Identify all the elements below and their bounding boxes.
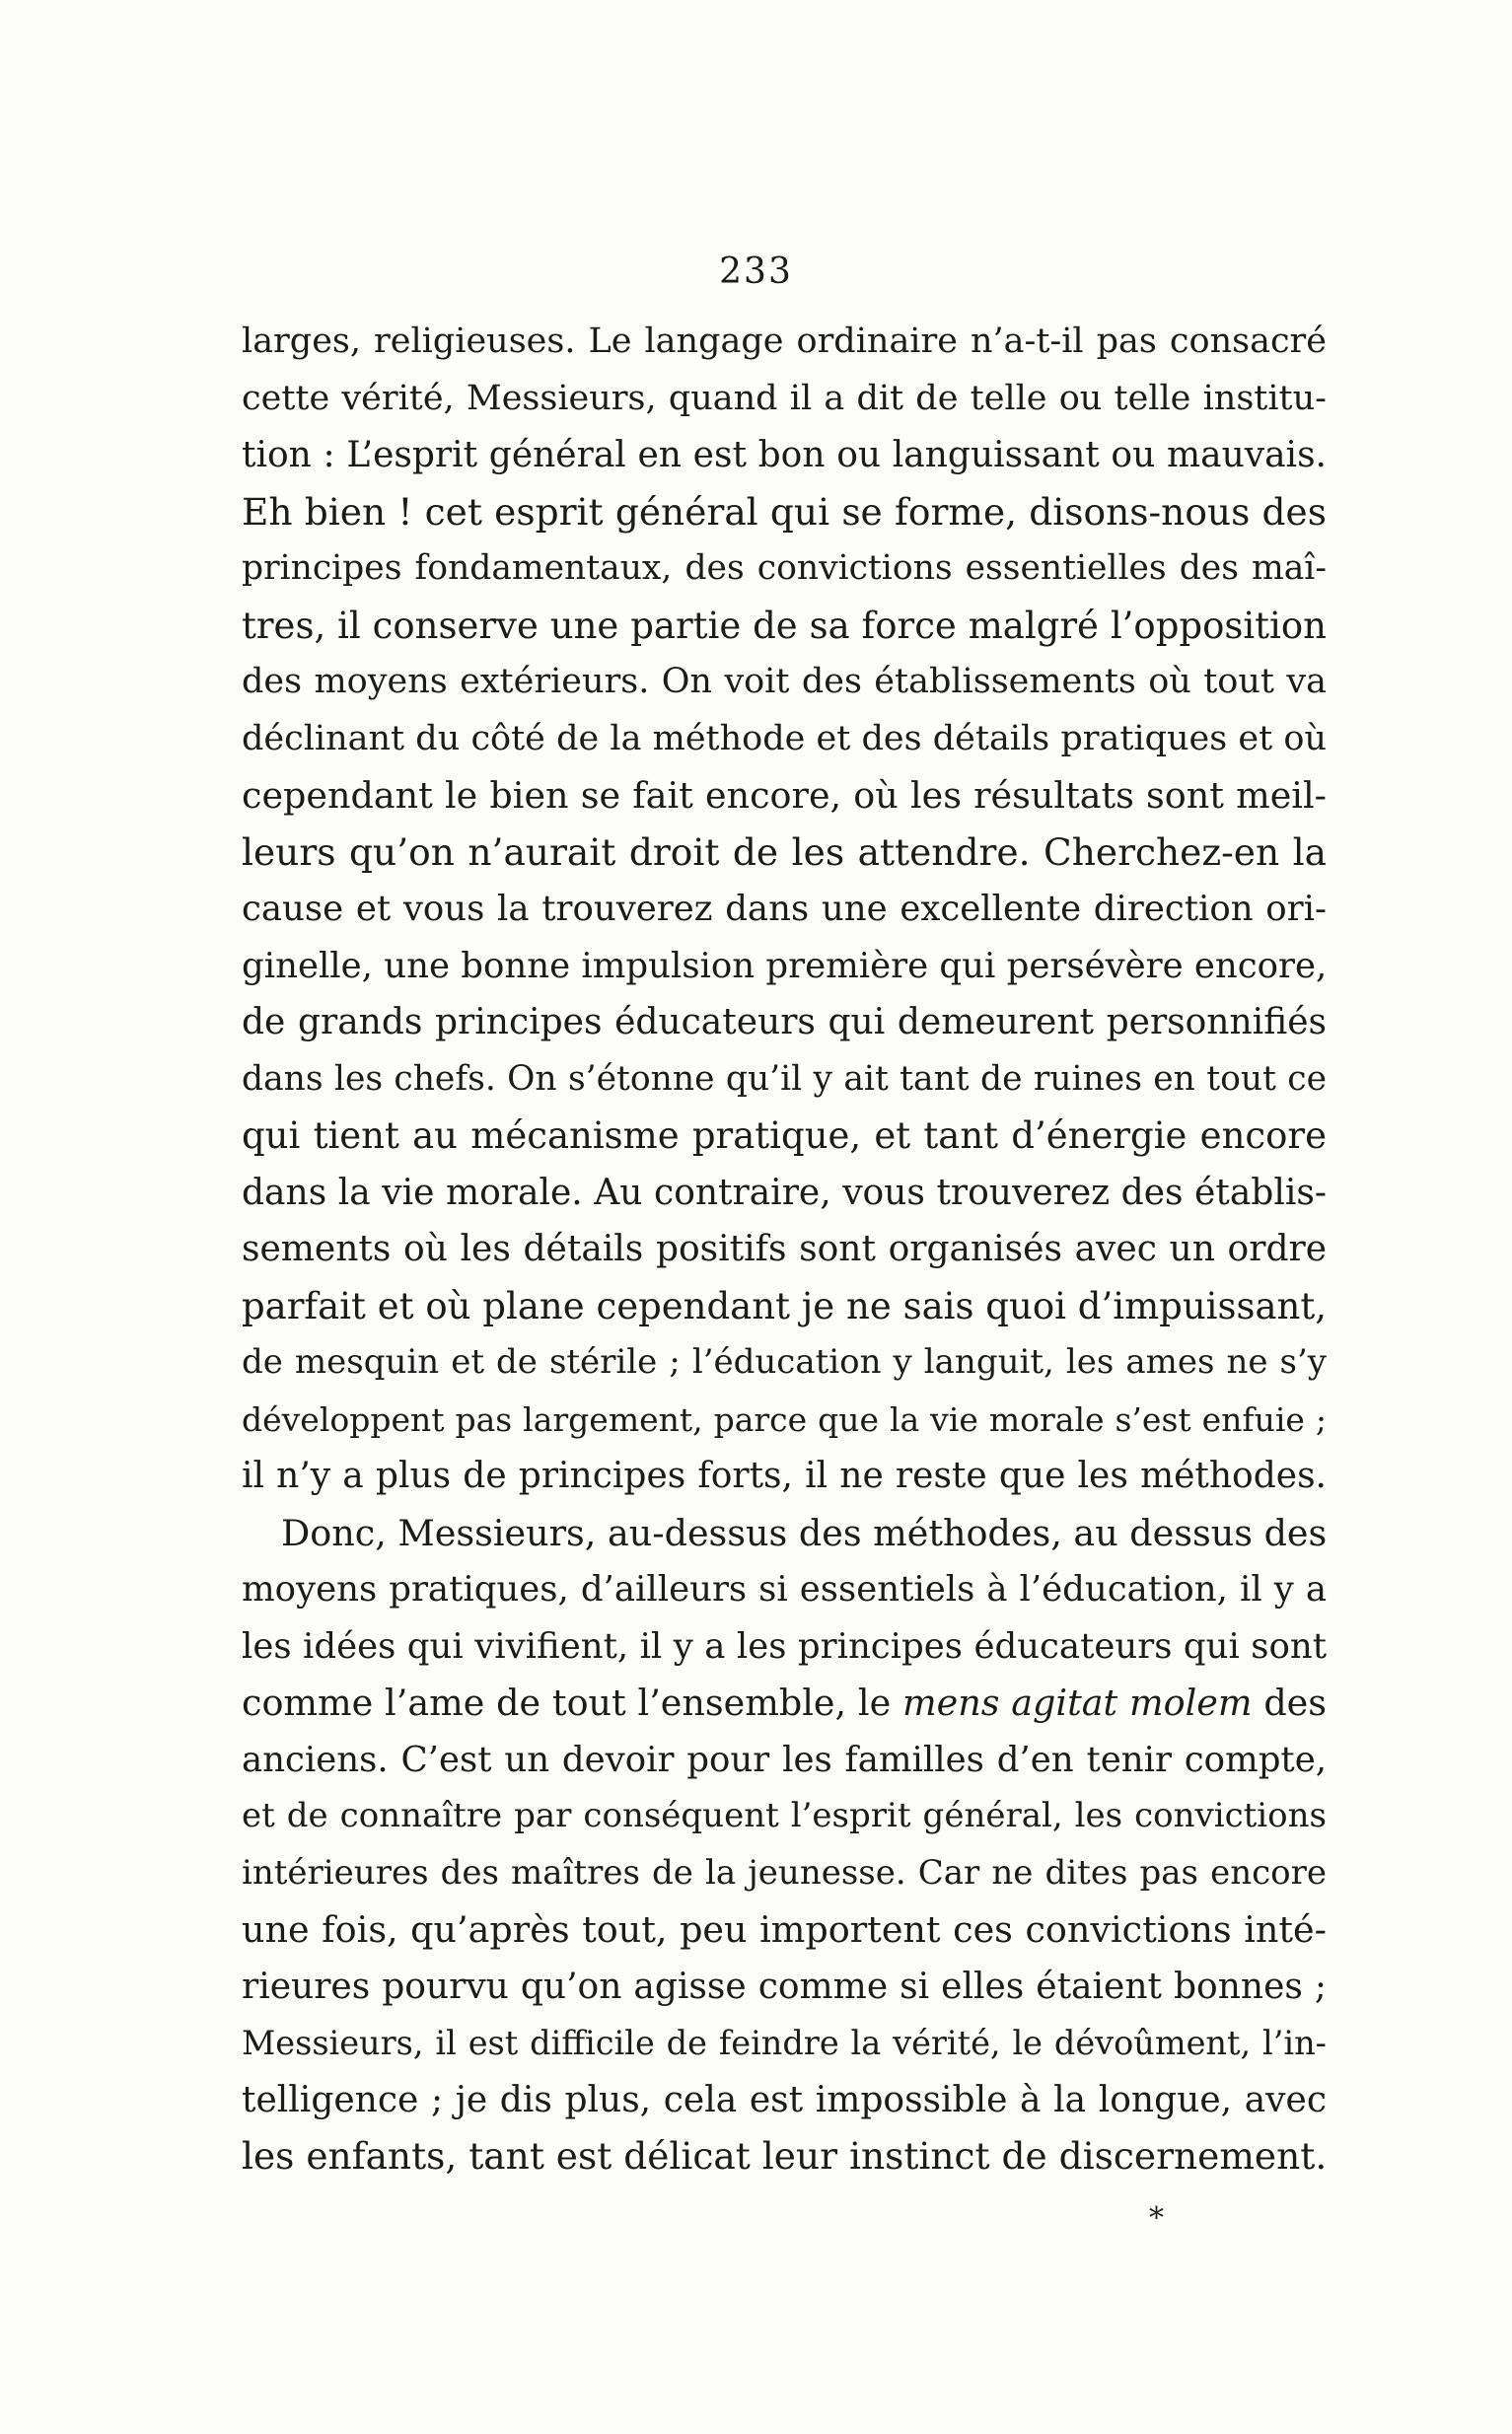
text-line: de mesquin et de stérile ; l’éducation y languit, les ames ne s’y xyxy=(242,1342,1327,1382)
text-line: intérieures des maîtres de la jeunesse. Car ne dites pas encore xyxy=(242,1852,1327,1893)
signature-mark: * xyxy=(1149,2201,1164,2236)
text-line: il n’y a plus de principes forts, il ne reste que les méthodes. xyxy=(242,1456,1327,1496)
text-line: déclinant du côté de la méthode et des détails pratiques et où xyxy=(242,718,1327,758)
text-line: et de connaître par conséquent l’esprit général, les convictions xyxy=(242,1796,1327,1835)
page-number: 233 xyxy=(719,251,793,292)
text-line: les idées qui vivifient, il y a les principes éducateurs qui sont xyxy=(242,1625,1327,1667)
text-segment: comme l’ame de tout l’ensemble, le xyxy=(242,1682,892,1724)
text-line: ginelle, une bonne impulsion première qui persévère encore, xyxy=(242,945,1327,986)
text-line-mixed xyxy=(242,1675,1327,1732)
text-line: cette vérité, Messieurs, quand il a dit de telle ou telle institu- xyxy=(242,378,1327,418)
text-line: développent pas largement, parce que la vie morale s’est enfuie ; xyxy=(242,1399,1327,1439)
text-line: larges, religieuses. Le langage ordinaire n’a-t-il pas consacré xyxy=(242,322,1327,361)
text-line: cependant le bien se fait encore, où les résultats sont meil- xyxy=(242,774,1327,817)
text-line: dans les chefs. On s’étonne qu’il y ait tant de ruines en tout ce xyxy=(242,1058,1327,1099)
text-line: rieures pourvu qu’on agisse comme si elles étaient bonnes ; xyxy=(242,1966,1327,2007)
latin-quote: mens agitat molem xyxy=(902,1682,1253,1724)
text-line: des moyens extérieurs. On voit des établissements où tout va xyxy=(242,662,1327,701)
text-line: dans la vie morale. Au contraire, vous trouverez des établis- xyxy=(242,1172,1327,1213)
text-line: telligence ; je dis plus, cela est impossible à la longue, avec xyxy=(242,2079,1327,2120)
text-line: leurs qu’on n’aurait droit de les attendre. Cherchez-en la xyxy=(242,829,1327,874)
text-line: Donc, Messieurs, au-dessus des méthodes, au dessus des xyxy=(281,1511,1327,1554)
text-line: de grands principes éducateurs qui demeurent personnifiés xyxy=(242,1002,1327,1042)
text-line: cause et vous la trouverez dans une excellente direction ori- xyxy=(242,889,1327,929)
text-line: tres, il conserve une partie de sa force malgré l’opposition xyxy=(242,604,1327,647)
text-line: qui tient au mécanisme pratique, et tant d’énergie encore xyxy=(242,1114,1327,1157)
text-line: parfait et où plane cependant je ne sais quoi d’impuissant, xyxy=(242,1284,1327,1327)
body-text xyxy=(242,314,1327,2185)
text-line: Messieurs, il est difficile de feindre la vérité, le dévoûment, l’in- xyxy=(242,2024,1327,2062)
text-line: principes fondamentaux, des convictions essentielles des maî- xyxy=(242,548,1327,588)
text-line: les enfants, tant est délicat leur instinct de discernement. xyxy=(242,2134,1327,2178)
text-line: sements où les détails positifs sont organisés avec un ordre xyxy=(242,1229,1327,1269)
text-line: une fois, qu’après tout, peu importent ces convictions inté- xyxy=(242,1908,1327,1951)
text-line: Eh bien ! cet esprit général qui se forme, disons-nous des xyxy=(242,489,1327,534)
text-segment: des xyxy=(1263,1682,1327,1724)
text-line: anciens. C’est un devoir pour les familles d’en tenir compte, xyxy=(242,1739,1327,1780)
text-line: tion : L’esprit général en est bon ou languissant ou mauvais. xyxy=(242,435,1327,475)
text-line: moyens pratiques, d’ailleurs si essentiels à l’éducation, il y a xyxy=(242,1569,1327,1610)
